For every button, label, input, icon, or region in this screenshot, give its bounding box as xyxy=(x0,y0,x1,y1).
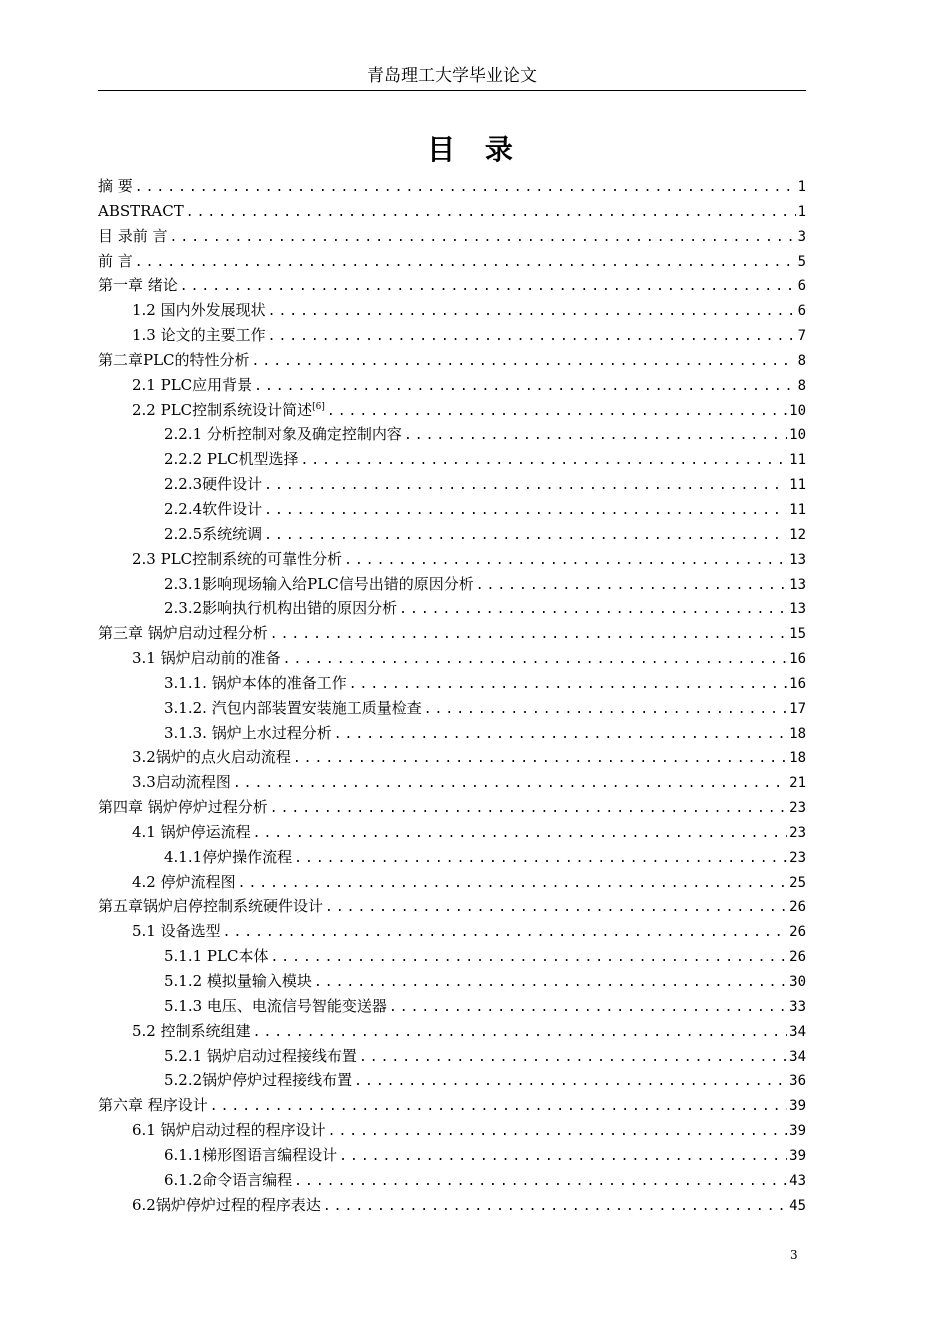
dot-leader xyxy=(254,375,795,398)
toc-entry-title xyxy=(164,422,402,447)
toc-entry[interactable] xyxy=(98,547,806,572)
dot-leader xyxy=(294,847,787,870)
toc-entry-page: 36 xyxy=(789,1073,806,1090)
toc-entry-label: 2.2.4软件设计 xyxy=(164,499,263,518)
toc-entry-page: 6 xyxy=(797,278,806,295)
toc-entry-label: 4.1 锅炉停运流程 xyxy=(132,822,251,841)
dot-leader xyxy=(270,946,787,969)
toc-entry-label: 第五章锅炉启停控制系统硬件设计 xyxy=(98,897,324,916)
toc-entry-title xyxy=(164,572,474,597)
dot-leader xyxy=(233,772,787,795)
toc-entry[interactable] xyxy=(98,845,806,870)
toc-entry-label: 5.2.2锅炉停炉过程接线布置 xyxy=(164,1071,353,1090)
toc-entry-title xyxy=(132,298,266,323)
dot-leader xyxy=(264,499,787,522)
toc-entry-page: 3 xyxy=(797,228,806,245)
toc-entry[interactable] xyxy=(98,298,806,323)
toc-entry-title xyxy=(164,497,262,522)
dot-leader xyxy=(359,1046,787,1069)
toc-entry-title xyxy=(164,944,268,969)
dot-leader xyxy=(170,226,796,249)
toc-entry-page: 13 xyxy=(789,601,806,618)
toc-entry[interactable] xyxy=(98,1093,806,1118)
toc-entry-label: 3.1.2. 汽包内部装置安装施工质量检查 xyxy=(164,698,422,717)
toc-entry[interactable] xyxy=(98,770,806,795)
toc-entry-page: 16 xyxy=(789,651,806,668)
toc-entry[interactable] xyxy=(98,994,806,1019)
dot-leader xyxy=(300,449,787,472)
toc-entry-title xyxy=(164,721,332,746)
toc-entry-page: 34 xyxy=(789,1023,806,1040)
toc-entry-title xyxy=(132,770,231,795)
toc-entry[interactable] xyxy=(98,1193,806,1218)
toc-entry-title xyxy=(98,795,268,820)
toc-entry[interactable] xyxy=(98,870,806,895)
dot-leader xyxy=(344,549,787,572)
dot-leader xyxy=(186,201,796,224)
toc-entry-title xyxy=(132,646,281,671)
toc-entry-page: 16 xyxy=(789,675,806,692)
dot-leader xyxy=(424,698,787,721)
toc-entry-title xyxy=(164,696,422,721)
dot-leader xyxy=(223,921,788,944)
toc-entry-label: 2.2.5系统统调 xyxy=(164,524,263,543)
toc-entry[interactable] xyxy=(98,919,806,944)
toc-entry-title xyxy=(164,472,262,497)
toc-entry-page: 18 xyxy=(789,725,806,742)
toc-entry-page: 1 xyxy=(797,179,806,195)
toc-entry-title xyxy=(132,1019,251,1044)
toc-entry-title xyxy=(132,373,252,398)
toc-entry-label: 3.1.3. 锅炉上水过程分析 xyxy=(164,723,332,742)
toc-entry-title xyxy=(164,522,262,547)
toc-entry[interactable] xyxy=(98,795,806,820)
toc-entry-page: 30 xyxy=(789,974,806,990)
toc-entry-title xyxy=(164,596,397,621)
toc-entry[interactable] xyxy=(98,224,806,249)
dot-leader xyxy=(270,797,787,820)
dot-leader xyxy=(294,1170,787,1193)
dot-leader xyxy=(268,325,796,348)
toc-entry[interactable] xyxy=(98,721,806,746)
toc-entry-page: 11 xyxy=(789,477,806,494)
toc-entry-title xyxy=(132,820,251,845)
toc-entry-title xyxy=(164,1068,352,1093)
toc-entry-label: 1.3 论文的主要工作 xyxy=(132,326,266,345)
toc-entry[interactable] xyxy=(98,671,806,696)
toc-entry-page: 39 xyxy=(789,1123,806,1140)
toc-entry-label: 第三章 锅炉启动过程分析 xyxy=(98,624,268,643)
toc-entry-label: 2.2 PLC控制系统设计简述 xyxy=(132,400,313,419)
toc-entry-label: 3.2锅炉的点火启动流程 xyxy=(132,748,291,767)
toc-entry-page: 33 xyxy=(789,998,806,1015)
dot-leader xyxy=(293,747,787,770)
header-rule xyxy=(98,90,806,91)
toc-entry[interactable] xyxy=(98,522,806,547)
toc-entry-page: 12 xyxy=(789,526,806,543)
toc-entry-title xyxy=(98,273,178,298)
toc-entry-page: 23 xyxy=(789,824,806,841)
toc-entry-label: 3.3启动流程图 xyxy=(132,773,231,792)
dot-leader xyxy=(354,1070,787,1093)
toc-entry-page: 8 xyxy=(797,377,806,394)
dot-leader xyxy=(264,524,787,547)
toc-entry-title xyxy=(164,671,347,696)
citation-superscript: [6] xyxy=(312,401,325,412)
toc-entry[interactable] xyxy=(98,1044,806,1069)
toc-entry-page: 17 xyxy=(789,700,806,717)
toc-entry[interactable] xyxy=(98,199,806,224)
toc-entry-title xyxy=(132,745,291,770)
toc-entry-title xyxy=(98,621,268,646)
toc-entry-title xyxy=(132,547,342,572)
toc-entry-page: 23 xyxy=(789,800,806,817)
toc-entry-page: 26 xyxy=(789,899,806,916)
toc-entry-label: 第四章 锅炉停炉过程分析 xyxy=(98,798,268,817)
toc-entry-page: 10 xyxy=(789,427,806,444)
dot-leader xyxy=(325,896,787,919)
running-header: 青岛理工大学毕业论文 xyxy=(367,66,537,86)
toc-entry-page: 39 xyxy=(789,1098,806,1115)
toc-entry-page: 1 xyxy=(797,203,806,220)
toc-entry[interactable] xyxy=(98,472,806,497)
toc-entry-label: 5.2.1 锅炉启动过程接线布置 xyxy=(164,1046,357,1065)
toc-entry-label: 2.2.1 分析控制对象及确定控制内容 xyxy=(164,425,402,444)
dot-leader xyxy=(404,424,787,447)
toc-entry-label: 6.2锅炉停炉过程的程序表达 xyxy=(132,1195,321,1214)
dot-leader xyxy=(399,598,787,621)
dot-leader xyxy=(323,1195,787,1218)
dot-leader xyxy=(339,1145,787,1168)
toc-entry-label: 2.3.2影响执行机构出错的原因分析 xyxy=(164,599,398,618)
dot-leader xyxy=(327,400,787,423)
toc-entry-label: 6.1.1梯形图语言编程设计 xyxy=(164,1145,338,1164)
dot-leader xyxy=(283,648,788,671)
dot-leader xyxy=(253,822,788,845)
dot-leader xyxy=(253,1021,788,1044)
toc-entry-label: ABSTRACT xyxy=(98,201,184,220)
toc-entry-label: 6.1.2命令语言编程 xyxy=(164,1170,293,1189)
toc-entry-label: 5.1 设备选型 xyxy=(132,922,221,941)
toc-entry-title xyxy=(98,224,168,249)
toc-entry-page: 23 xyxy=(789,849,806,866)
toc-entry[interactable] xyxy=(98,323,806,348)
toc-entry[interactable] xyxy=(98,944,806,969)
toc-entry[interactable] xyxy=(98,1168,806,1193)
toc-entry-title xyxy=(164,969,312,994)
dot-leader xyxy=(135,176,796,199)
toc-entry-label: 第六章 程序设计 xyxy=(98,1096,208,1115)
toc-entry-label: 目 录前 言 xyxy=(98,226,168,245)
toc-entry-page: 5 xyxy=(797,253,806,270)
toc-entry-title xyxy=(98,199,184,224)
dot-leader xyxy=(180,275,796,298)
toc-entry[interactable] xyxy=(98,1019,806,1044)
toc-entry-label: 前 言 xyxy=(98,251,133,270)
toc-entry-title xyxy=(164,1143,337,1168)
toc-entry-page: 6 xyxy=(797,303,806,320)
toc-entry[interactable] xyxy=(98,1068,806,1093)
toc-entry[interactable] xyxy=(98,174,806,199)
page-number: 3 xyxy=(790,1248,798,1262)
toc-entry-title xyxy=(132,398,325,423)
toc-entry-label: 4.2 停炉流程图 xyxy=(132,872,236,891)
toc-entry-label: 第一章 绪论 xyxy=(98,276,178,295)
toc-entry[interactable] xyxy=(98,447,806,472)
toc-entry-label: 2.1 PLC应用背景 xyxy=(132,375,253,394)
toc-entry-label: 5.2 控制系统组建 xyxy=(132,1021,251,1040)
toc-entry-label: 4.1.1停炉操作流程 xyxy=(164,847,293,866)
toc-entry[interactable] xyxy=(98,1143,806,1168)
toc-entry-page: 39 xyxy=(789,1147,806,1164)
toc-entry-label: 2.2.3硬件设计 xyxy=(164,475,263,494)
toc-entry-page: 8 xyxy=(797,352,806,369)
dot-leader xyxy=(334,723,787,746)
dot-leader xyxy=(252,350,796,373)
toc-entry-title xyxy=(164,1168,292,1193)
toc-entry[interactable] xyxy=(98,820,806,845)
toc-entry-label: 第二章PLC的特性分析 xyxy=(98,350,250,369)
toc-entry[interactable] xyxy=(98,894,806,919)
toc-entry-title xyxy=(132,323,266,348)
toc-entry-page: 11 xyxy=(789,452,806,469)
dot-leader xyxy=(314,971,787,994)
toc-entry-page: 25 xyxy=(789,874,806,891)
toc-entry-page: 26 xyxy=(789,949,806,966)
toc-entry-title xyxy=(164,994,387,1019)
toc-entry-label: 1.2 国内外发展现状 xyxy=(132,301,266,320)
toc-entry-label: 5.1.1 PLC本体 xyxy=(164,947,269,966)
dot-leader xyxy=(389,996,787,1019)
toc-entry-label: 5.1.3 电压、电流信号智能变送器 xyxy=(164,996,387,1015)
toc-entry-label: 3.1.1. 锅炉本体的准备工作 xyxy=(164,673,347,692)
toc-entry[interactable] xyxy=(98,646,806,671)
toc-entry[interactable] xyxy=(98,398,806,423)
toc-entry[interactable] xyxy=(98,273,806,298)
toc-entry-title xyxy=(98,249,133,274)
toc-entry-page: 34 xyxy=(789,1048,806,1065)
toc-entry-page: 15 xyxy=(789,626,806,643)
toc-entry-page: 13 xyxy=(789,551,806,568)
toc-entry-page: 11 xyxy=(789,501,806,518)
toc-entry-label: 3.1 锅炉启动前的准备 xyxy=(132,649,281,668)
toc-entry-page: 13 xyxy=(789,576,806,593)
toc-entry-title xyxy=(164,447,298,472)
toc-entry[interactable] xyxy=(98,621,806,646)
toc-entry-title xyxy=(164,845,292,870)
table-of-contents xyxy=(98,174,806,1217)
toc-entry[interactable] xyxy=(98,373,806,398)
dot-leader xyxy=(264,474,787,497)
toc-entry-title xyxy=(98,1093,208,1118)
toc-entry[interactable] xyxy=(98,1118,806,1143)
toc-entry[interactable] xyxy=(98,696,806,721)
toc-entry-label: 5.1.2 模拟量输入模块 xyxy=(164,972,312,990)
dot-leader xyxy=(349,673,787,696)
dot-leader xyxy=(268,300,796,323)
toc-entry-label: 摘 要 xyxy=(98,177,133,195)
toc-entry[interactable] xyxy=(98,745,806,770)
toc-entry-title xyxy=(164,1044,357,1069)
toc-entry-page: 21 xyxy=(789,775,806,792)
toc-entry[interactable] xyxy=(98,249,806,274)
toc-entry-page: 18 xyxy=(789,750,806,767)
toc-entry[interactable] xyxy=(98,596,806,621)
toc-entry-title xyxy=(132,870,236,895)
dot-leader xyxy=(270,623,787,646)
toc-entry[interactable] xyxy=(98,572,806,597)
toc-entry-page: 26 xyxy=(789,924,806,941)
toc-entry-title xyxy=(132,919,221,944)
toc-entry-label: 2.3.1影响现场输入给PLC信号出错的原因分析 xyxy=(164,574,474,593)
toc-entry[interactable] xyxy=(98,497,806,522)
toc-entry-label: 6.1 锅炉启动过程的程序设计 xyxy=(132,1121,326,1140)
dot-leader xyxy=(328,1120,788,1143)
dot-leader xyxy=(210,1095,787,1118)
toc-entry-page: 43 xyxy=(789,1172,806,1189)
toc-entry-label: 2.2.2 PLC机型选择 xyxy=(164,450,299,469)
toc-entry-page: 45 xyxy=(789,1197,806,1214)
toc-entry-page: 10 xyxy=(789,402,806,419)
toc-entry-page: 7 xyxy=(797,328,806,345)
dot-leader xyxy=(476,574,787,597)
toc-entry[interactable] xyxy=(98,969,806,994)
dot-leader xyxy=(238,872,788,895)
toc-entry-title xyxy=(98,348,250,373)
page-title: 目 录 xyxy=(427,133,523,166)
toc-entry-title xyxy=(98,894,323,919)
toc-entry[interactable] xyxy=(98,422,806,447)
toc-entry[interactable] xyxy=(98,348,806,373)
toc-entry-label: 2.3 PLC控制系统的可靠性分析 xyxy=(132,549,343,568)
toc-entry-title xyxy=(132,1193,321,1218)
toc-entry-title xyxy=(98,174,133,199)
dot-leader xyxy=(135,251,796,274)
toc-entry-title xyxy=(132,1118,326,1143)
